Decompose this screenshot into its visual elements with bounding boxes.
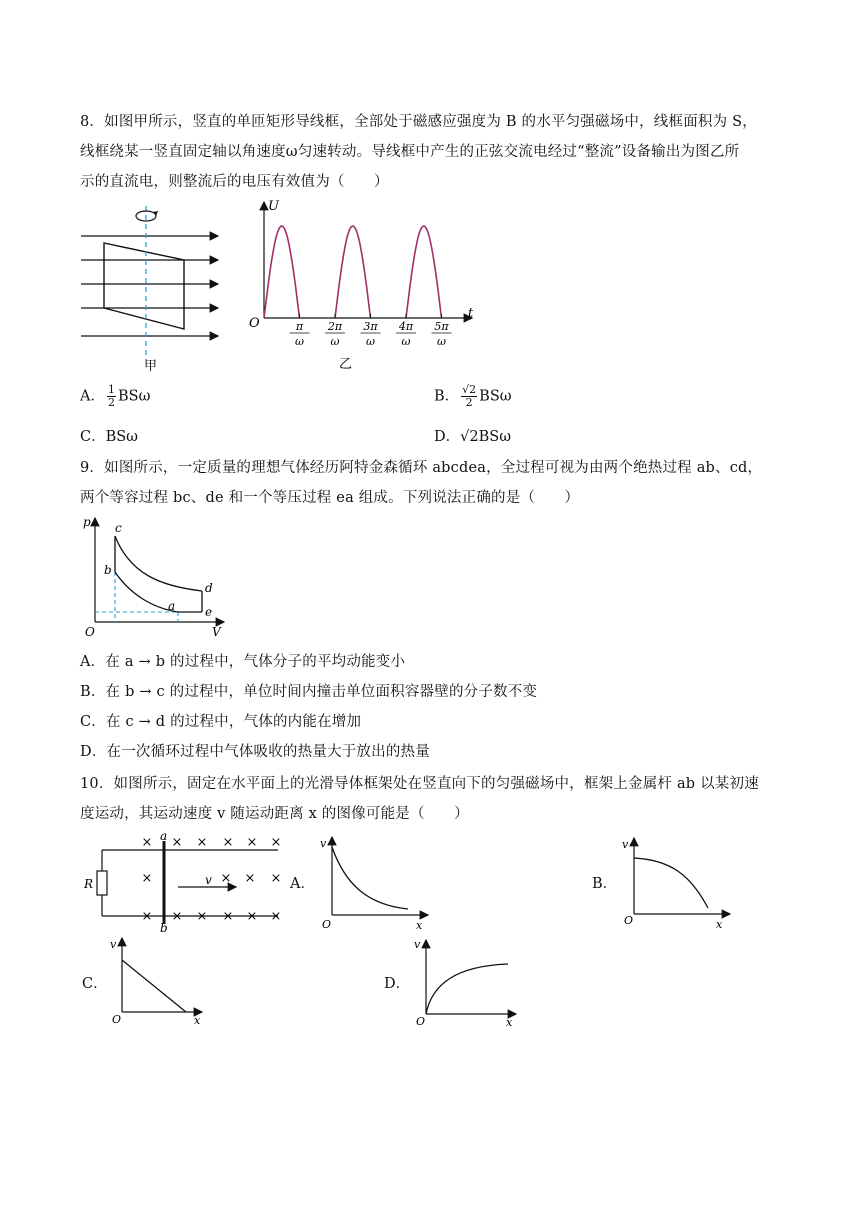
q8-figure-yi (246, 196, 486, 371)
v-label: v (320, 837, 327, 850)
field-cross: × (171, 909, 183, 924)
v-label: v (110, 938, 117, 951)
tick-numerator: 4π (398, 320, 414, 333)
field-cross: × (270, 835, 282, 850)
field-cross: × (270, 909, 282, 924)
field-cross: × (171, 835, 183, 850)
frac-num: 1 (107, 383, 115, 396)
origin-label: O (249, 316, 260, 331)
hump-2 (335, 226, 371, 318)
p-axis-label: p (83, 515, 91, 529)
t-axis-label: t (468, 306, 474, 321)
option-b-fraction (461, 384, 477, 409)
q8-text-line-3: 示的直流电，则整流后的电压有效值为（ ） (80, 174, 389, 190)
q8-text-line-1: 8．如图甲所示，竖直的单匝矩形导线框，全部处于磁感应强度为 B 的水平匀强磁场中，线框面积为 S， (80, 114, 757, 130)
q8-option-a[interactable] (80, 384, 150, 409)
frac-den: 2 (465, 396, 473, 409)
option-a-label: A． (80, 388, 105, 405)
o-label: O (624, 914, 634, 927)
x-label: x (416, 919, 423, 932)
origin-label: O (85, 625, 95, 639)
curve-a (332, 847, 408, 909)
frac-den: 2 (107, 396, 115, 409)
tick-denominator: ω (295, 335, 304, 348)
field-cross: × (222, 909, 234, 924)
tick-numerator: 2π (327, 320, 343, 333)
field-cross: × (246, 909, 258, 924)
q8-text-line-2: 线框绕某一竖直固定轴以角速度ω匀速转动。导线框中产生的正弦交流电经过“整流”设备输出为图乙所 (80, 144, 740, 160)
curve-cd (115, 536, 202, 591)
fig-yi-caption: 乙 (339, 357, 353, 371)
q10-graph-d (406, 934, 526, 1029)
velocity-label: v (205, 873, 212, 887)
o-label: O (416, 1015, 426, 1028)
option-a-fraction (107, 384, 116, 409)
field-cross: × (220, 871, 232, 886)
q10-circuit (78, 830, 288, 932)
q10-graph-b (614, 834, 739, 934)
wire-frame (104, 243, 184, 329)
field-cross: × (270, 871, 282, 886)
field-cross: × (141, 909, 153, 924)
q9-option-c[interactable]: C．在 c → d 的过程中，气体的内能在增加 (80, 714, 362, 730)
frac-num: √2 (462, 383, 477, 396)
option-b-label: B． (434, 388, 460, 405)
field-cross: × (196, 909, 208, 924)
q9-pv-diagram (78, 512, 238, 640)
tick-numerator: 5π (434, 320, 449, 333)
curve-d (426, 964, 508, 1014)
tick-numerator: π (295, 320, 304, 333)
x-label: x (194, 1014, 201, 1027)
rod-label-a: a (160, 830, 168, 843)
v-label: v (414, 938, 421, 951)
q10-graph-a (312, 833, 437, 933)
q8-option-d[interactable] (434, 425, 511, 446)
point-a-label: a (168, 599, 176, 613)
resistor-label: R (84, 877, 94, 891)
o-label: O (112, 1013, 122, 1026)
x-label: x (716, 918, 723, 931)
q10-option-c-label[interactable]: C． (82, 976, 108, 992)
o-label: O (322, 918, 332, 931)
point-d-label: d (205, 581, 213, 595)
q10-text-line-1: 10．如图所示，固定在水平面上的光滑导体框架处在竖直向下的匀强磁场中，框架上金属杆 ab 以某初速 (80, 776, 759, 792)
point-c-label: c (115, 521, 122, 535)
rotation-arrow-icon (136, 211, 158, 221)
q9-option-d[interactable]: D．在一次循环过程中气体吸收的热量大于放出的热量 (80, 744, 430, 760)
field-cross: × (222, 835, 234, 850)
curve-b (634, 858, 708, 908)
option-d-tail: √2BSω (460, 429, 512, 445)
q9-text-line-2: 两个等容过程 bc、de 和一个等压过程 ea 组成。下列说法正确的是（ ） (80, 490, 580, 506)
option-b-tail: BSω (479, 388, 512, 405)
option-d-label: D． (434, 429, 461, 445)
v-axis-label: V (212, 625, 221, 639)
v-label: v (622, 838, 629, 851)
field-cross: × (141, 835, 153, 850)
q9-option-a[interactable]: A．在 a → b 的过程中，气体分子的平均动能变小 (80, 654, 406, 670)
x-label: x (506, 1016, 513, 1029)
q8-figure-jia (78, 198, 228, 373)
hump-1 (264, 226, 300, 318)
option-a-tail: BSω (117, 388, 151, 405)
q10-option-a-label[interactable]: A． (290, 876, 315, 892)
tick-denominator: ω (330, 335, 340, 348)
point-e-label: e (205, 605, 213, 619)
q10-graph-c (102, 932, 212, 1027)
tick-denominator: ω (401, 335, 411, 348)
q10-option-d-label[interactable]: D． (384, 976, 411, 992)
point-b-label: b (104, 563, 112, 577)
q9-option-b[interactable]: B．在 b → c 的过程中，单位时间内撞击单位面积容器壁的分子数不变 (80, 684, 538, 700)
q8-option-b[interactable] (434, 384, 512, 409)
hump-3 (406, 226, 442, 318)
fig-jia-caption: 甲 (144, 359, 158, 373)
tick-denominator: ω (366, 335, 375, 348)
rectified-curve (264, 226, 442, 318)
u-axis-label: U (268, 199, 279, 214)
q8-option-c[interactable]: C．BSω (80, 429, 139, 445)
tick-numerator: 3π (363, 320, 378, 333)
resistor (97, 871, 107, 895)
field-cross: × (244, 871, 256, 886)
q10-text-line-2: 度运动，其运动速度 v 随运动距离 x 的图像可能是（ ） (80, 806, 469, 822)
rod-label-b: b (160, 921, 168, 932)
q10-option-b-label[interactable]: B． (592, 876, 618, 892)
field-cross: × (196, 835, 208, 850)
field-cross: × (246, 835, 258, 850)
q9-text-line-1: 9．如图所示，一定质量的理想气体经历阿特金森循环 abcdea，全过程可视为由两个绝热过程 ab、cd， (80, 460, 763, 476)
curve-c (122, 960, 186, 1012)
tick-denominator: ω (437, 335, 446, 348)
field-cross: × (141, 871, 153, 886)
